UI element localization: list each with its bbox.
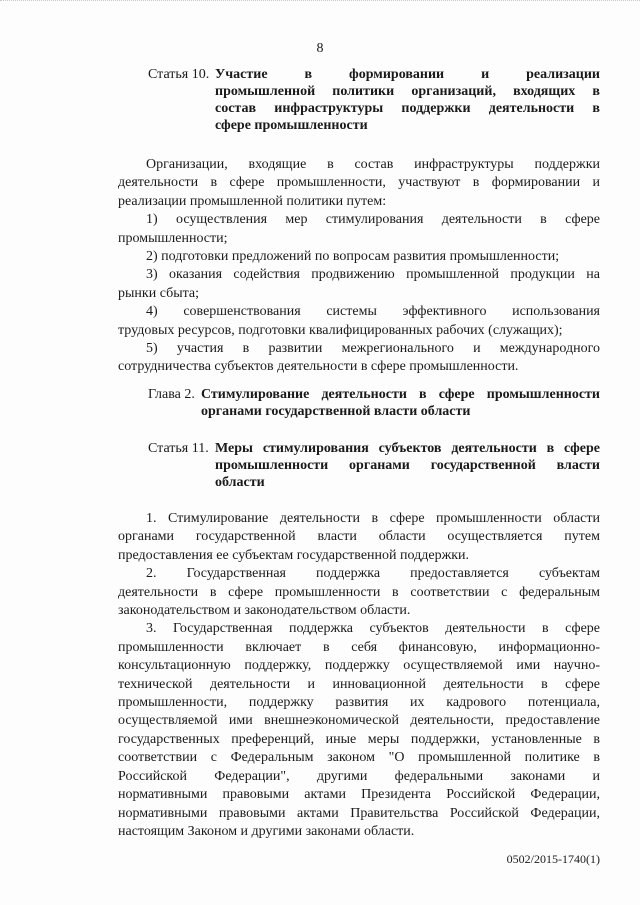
text-line: 5) участия в развитии межрегионального и международного — [146, 341, 600, 357]
text-line: технической деятельности и инновационной деятельности в сфере — [118, 676, 600, 692]
article-11-body — [118, 510, 600, 841]
article-10-title-line: состав инфраструктуры поддержки деятельности в — [215, 101, 600, 116]
text-line: 3. Государственная поддержка субъектов деятельности в сфере — [146, 621, 600, 637]
text-line: промышленности, поддержку развития их кадрового потенциала, — [118, 695, 600, 711]
text-line: 2) подготовки предложений по вопросам развития промышленности; — [146, 249, 560, 265]
text-line: осуществляемой ими внешнеэкономической деятельности, предоставление — [118, 713, 600, 729]
page-number: 8 — [316, 41, 324, 56]
article-11-title-line: промышленности органами государственной власти — [215, 458, 600, 473]
text-line: 4) совершенствования системы эффективного использования — [146, 304, 600, 320]
chapter-2-label: Глава 2. — [148, 387, 195, 402]
text-line: Организации, входящие в состав инфраструктуры поддержки — [146, 157, 600, 172]
text-line: 3) оказания содействия продвижению промышленной продукции на — [146, 267, 600, 283]
text-line: 1. Стимулирование деятельности в сфере промышленности области — [146, 511, 600, 526]
text-line: 1) осуществления мер стимулирования деятельности в сфере — [146, 212, 600, 228]
text-line: нормативными правовыми актами Правительства Российской Федерации, — [118, 805, 600, 821]
chapter-2-title-line: органами государственной власти области — [201, 404, 471, 419]
text-line: рынки сбыта; — [118, 285, 199, 301]
text-line: промышленности; — [118, 230, 228, 246]
article-11-label: Статья 11. — [148, 441, 209, 456]
text-line: реализации промышленной политики путем: — [118, 193, 387, 209]
article-10-list-item — [118, 248, 600, 266]
chapter-2-title — [201, 386, 600, 420]
document-registration-code: 0502/2015-1740(1) — [506, 852, 600, 866]
text-line: деятельности в сфере промышленности, участвуют в формировании и — [118, 175, 600, 191]
text-line: предоставления ее субъектам государственной поддержки. — [118, 547, 470, 563]
article-10-list-item — [118, 303, 600, 340]
article-11-heading — [148, 440, 600, 491]
text-line: законодательством и законодательством области. — [118, 603, 411, 619]
text-line: деятельности в сфере промышленности в соответствии с федеральным — [118, 584, 600, 600]
text-line: соответствии с Федеральным законом "О промышленной политике в — [118, 750, 600, 766]
article-10-heading — [148, 66, 600, 134]
chapter-2-heading — [148, 386, 600, 420]
text-line: настоящим Законом и другими законами области. — [118, 823, 415, 839]
article-11-title-line: Меры стимулирования субъектов деятельности в сфере — [215, 441, 600, 456]
article-10-list-item — [118, 340, 600, 377]
text-line: промышленности включает в себя финансовую, информационно- — [118, 639, 600, 655]
text-line: Российской Федерации", другими федеральными законами и — [118, 768, 600, 784]
article-10-body — [118, 156, 600, 377]
text-line: органами государственной власти области осуществляется путем — [118, 529, 600, 545]
text-line: государственных преференций, иные меры поддержки, установленные в — [118, 731, 600, 747]
text-line: трудовых ресурсов, подготовки квалифицированных рабочих (служащих); — [118, 322, 563, 338]
article-11-paragraph — [118, 510, 600, 565]
article-10-list-item — [118, 211, 600, 248]
article-11-title — [215, 440, 600, 491]
text-line: нормативными правовыми актами Президента Российской Федерации, — [118, 787, 600, 803]
article-10-label: Статья 10. — [148, 67, 210, 82]
article-10-title-line: промышленной политики организаций, входящих в — [215, 84, 600, 99]
text-line: сотрудничества субъектов деятельности в сфере промышленности. — [118, 359, 519, 375]
article-11-paragraph — [118, 565, 600, 620]
text-line: консультационную поддержку, поддержку осуществляемой ими научно- — [118, 658, 600, 674]
scan-top-edge — [0, 0, 640, 7]
text-line: 2. Государственная поддержка предоставляется субъектам — [146, 566, 600, 582]
chapter-2-title-line: Стимулирование деятельности в сфере промышленности — [201, 387, 600, 402]
article-10-title — [215, 66, 600, 134]
article-10-title-line: сфере промышленности — [215, 118, 368, 133]
article-10-paragraph — [118, 156, 600, 211]
article-10-title-line: Участие в формировании и реализации — [215, 67, 600, 82]
article-11-title-line: области — [215, 475, 265, 490]
article-10-list-item — [118, 266, 600, 303]
article-11-paragraph — [118, 620, 600, 841]
